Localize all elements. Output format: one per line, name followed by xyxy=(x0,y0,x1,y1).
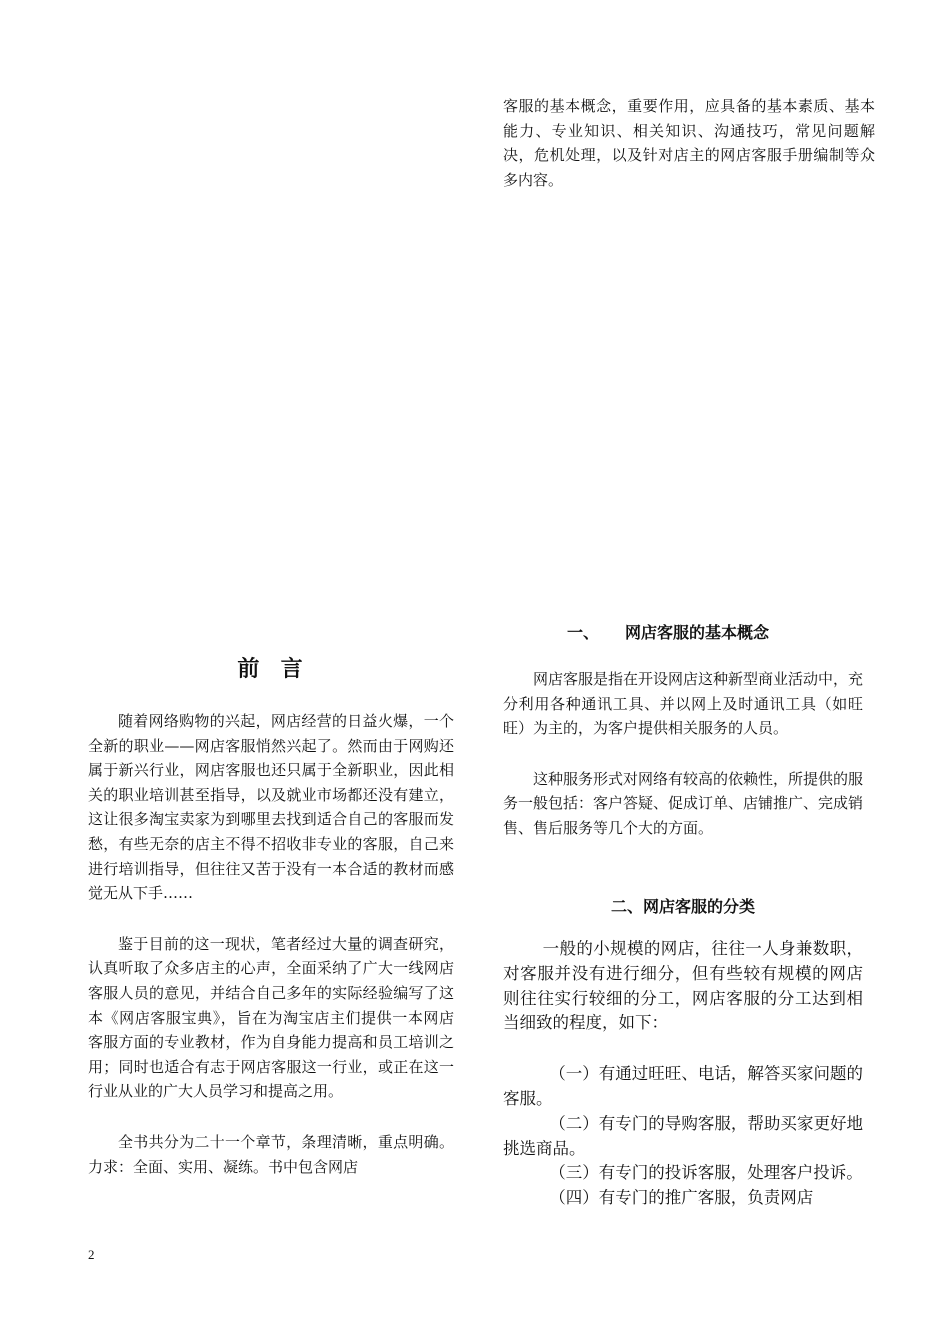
preface-paragraph-2: 鉴于目前的这一现状，笔者经过大量的调查研究，认真听取了众多店主的心声，全面采纳了广大一线网店客服人员的意见，并结合自己多年的实际经验编写了这本《网店客服宝典》，旨在为淘宝店主们提供一本网店客服方面的专业教材，作为自身能力提高和员工培训之用；同时也适合有志于网店客服这一行业，或正在这一行业从业的广大人员学习和提高之用。 xyxy=(88,934,454,1101)
section-1-number: 一、 xyxy=(567,623,600,642)
continuation-paragraph: 客服的基本概念，重要作用，应具备的基本素质、基本能力、专业知识、相关知识、沟通技巧，常见问题解决，危机处理，以及针对店主的网店客服手册编制等众多内容。 xyxy=(503,97,875,189)
section-2-heading: 二、网店客服的分类 xyxy=(610,897,755,916)
category-item-3: （三）有专门的投诉客服，处理客户投诉。 xyxy=(549,1163,863,1183)
right-top-continuation xyxy=(503,94,875,192)
section-1 xyxy=(503,620,863,841)
category-list xyxy=(503,1062,863,1211)
preface-paragraph-1: 随着网络购物的兴起，网店经营的日益火爆，一个全新的职业——网店客服悄然兴起了。然而由于网购还属于新兴行业，网店客服也还只属于全新职业，因此相关的职业培训甚至指导，以及就业市场都还没有建立，这让很多淘宝卖家为到哪里去找到适合自己的客服而发愁，有些无奈的店主不得不招收非专业的客服，自己来进行培训指导，但往往又苦于没有一本合适的教材而感觉无从下手…… xyxy=(88,712,454,903)
section-2-intro: 一般的小规模的网店，往往一人身兼数职，对客服并没有进行细分，但有些较有规模的网店则往往实行较细的分工，网店客服的分工达到相当细致的程度，如下： xyxy=(503,939,863,1033)
section-1-title: 网店客服的基本概念 xyxy=(625,623,770,642)
section-1-paragraph-1: 网店客服是指在开设网店这种新型商业活动中，充分利用各种通讯工具、并以网上及时通讯工具（如旺旺）为主的，为客户提供相关服务的人员。 xyxy=(503,670,864,738)
category-item-2: （二）有专门的导购客服，帮助买家更好地挑选商品。 xyxy=(503,1113,863,1158)
page-number: 2 xyxy=(88,1247,95,1262)
preface-column xyxy=(88,652,454,1179)
category-item-1: （一）有通过旺旺、电话，解答买家问题的客服。 xyxy=(503,1064,863,1108)
section-1-paragraph-2: 这种服务形式对网络有较高的依赖性，所提供的服务一般包括：客户答疑、促成订单、店铺推广、完成销售、售后服务等几个大的方面。 xyxy=(503,769,864,837)
section-1-heading xyxy=(567,620,863,643)
category-item-4: （四）有专门的推广客服，负责网店 xyxy=(549,1188,814,1208)
preface-paragraph-3: 全书共分为二十一个章节，条理清晰，重点明确。力求：全面、实用、凝练。书中包含网店 xyxy=(88,1132,454,1176)
section-2 xyxy=(503,894,863,1211)
preface-title: 前 言 xyxy=(237,657,305,682)
